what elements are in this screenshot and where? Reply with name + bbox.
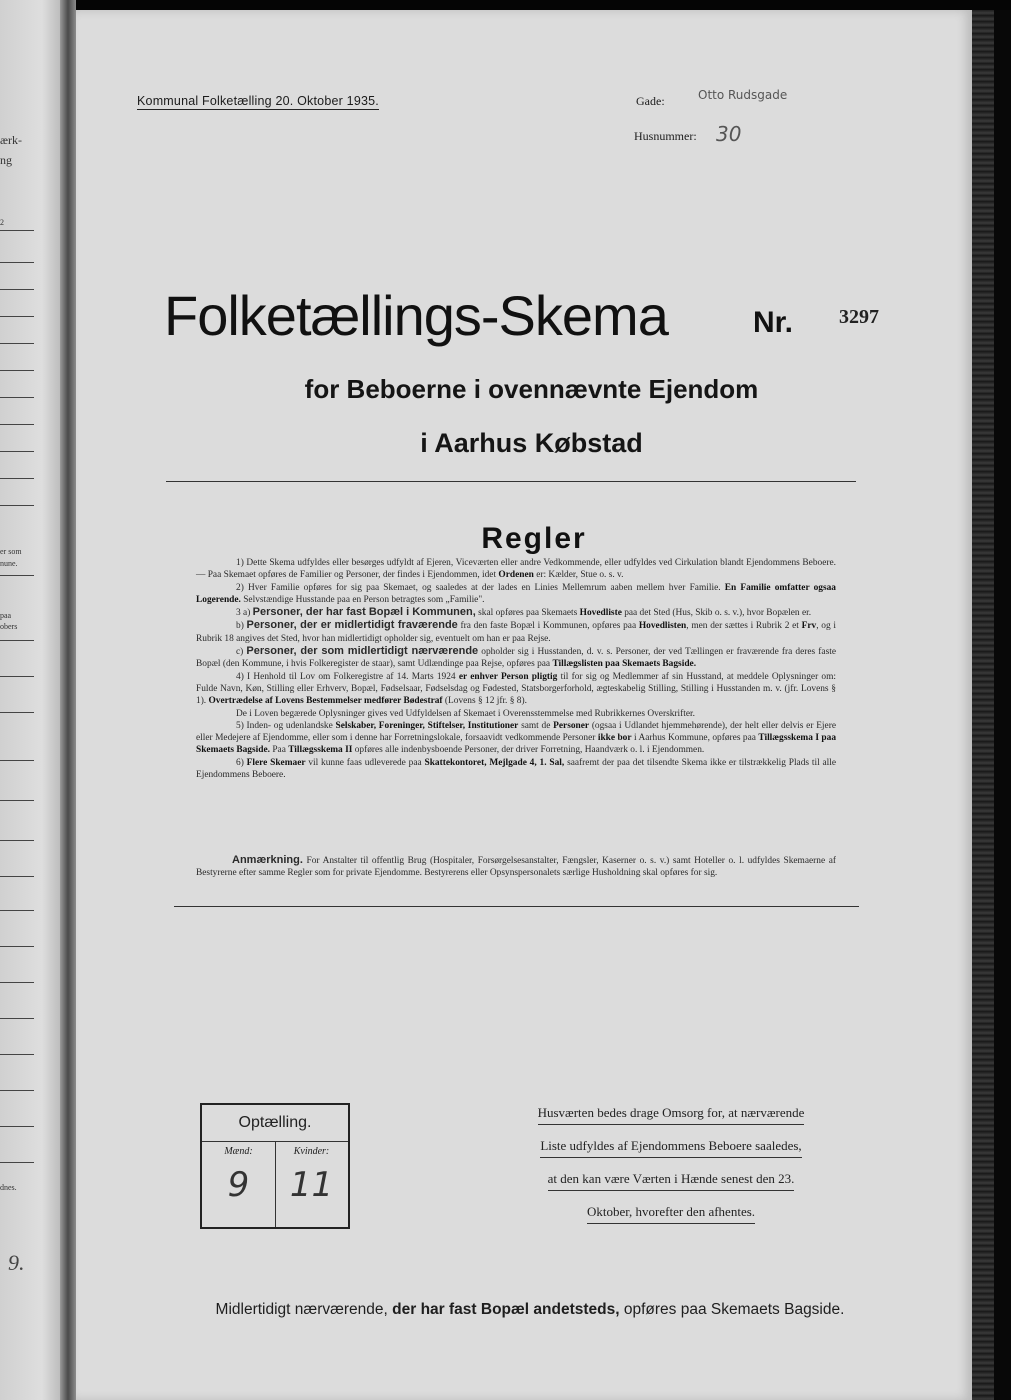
women-label: Kvinder: bbox=[293, 1146, 330, 1157]
left-fragment-text: ng bbox=[0, 153, 12, 167]
divider-bottom bbox=[174, 906, 859, 907]
rules-section bbox=[196, 557, 836, 781]
left-rule bbox=[0, 982, 34, 983]
rule-5: 5) Inden- og udenlandske Selskaber, Foreninger, Stiftelser, Institutioner samt de Personer (ogsaa i Udlandet hjemmehørende), der helt eller delvis er Ejere eller Medejere af Ejendomme, eller som i denne har Forretningslokale, forsaavidt vedkommende Personer ikke bor i Aarhus Kommune, opføres paa Tillægsskema I paa Skemaets Bagside. Paa Tillægsskema II opføres alle indenbysboende Personer, der driver Forretning, Haandværk o. l. i Ejendommen. bbox=[196, 720, 837, 756]
notice-line: Oktober, hvorefter den afhentes. bbox=[587, 1202, 755, 1224]
left-rule bbox=[0, 840, 34, 841]
divider-top bbox=[166, 481, 856, 482]
left-rule bbox=[0, 640, 34, 641]
count-women-column bbox=[275, 1141, 348, 1227]
left-rule bbox=[0, 505, 34, 506]
rule-4-note: De i Loven begærede Oplysninger gives ved Udfyldelsen af Skemaet i Overensstemmelse med Rubrikkernes Overskrifter. bbox=[236, 708, 695, 719]
notice-line: at den kan være Værten i Hænde senest den 23. bbox=[548, 1169, 795, 1191]
left-fragment-text: paa bbox=[0, 611, 12, 620]
left-rule bbox=[0, 370, 34, 371]
rule-1: 1) Dette Skema udfyldes eller besørges udfyldt af Ejeren, Viceværten eller andre Vedkommende, eller udfyldes ved Cirkulation blandt Ejendommens Beboere. — Paa Skemaet opføres de Familier og Personer, der findes i Ejendommen, idet Ordenen er: Kælder, Stue o. s. v. bbox=[196, 558, 836, 581]
form-subtitle-city: i Aarhus Købstad bbox=[420, 428, 643, 458]
rule-4: 4) I Henhold til Lov om Folkeregistre af 14. Marts 1924 er enhver Person pligtig til for sig og Medlemmer af sin Husstand, at meddele Oplysninger om: Fulde Navn, Køn, Stilling eller Erhverv, Bopæl, Fødselsaar, Fødselsdag og Fødested, Statsborgerforhold, ægteskabelig Stilling, Stilling i Husstanden m. v. (jfr. Lovens § 1). Overtrædelse af Lovens Bestemmelser medfører Bødestraf (Lovens § 12 jfr. § 8). bbox=[196, 671, 837, 707]
men-count: 9 bbox=[227, 1165, 250, 1205]
left-rule bbox=[0, 230, 34, 231]
census-form-page bbox=[76, 10, 972, 1400]
left-rule bbox=[0, 451, 34, 452]
left-rule bbox=[0, 424, 34, 425]
left-rule bbox=[0, 1126, 34, 1127]
remark-text: For Anstalter til offentlig Brug (Hospitaler, Forsørgelsesanstalter, Fængsler, Kaserner o. s. v.) samt Hoteller o. l. udfyldes Skemaerne af Bestyrerne efter samme Regler som for private Ejendomme. Bestyrerens eller Opsynspersonalets særlige Husholdning skal opføres for sig. bbox=[196, 856, 837, 879]
left-rule bbox=[0, 800, 34, 801]
form-number-label: Nr. bbox=[753, 306, 794, 339]
left-rule bbox=[0, 575, 34, 576]
form-subtitle-residents: for Beboerne i ovennævnte Ejendom bbox=[304, 374, 759, 404]
rule-3c: c) Personer, der som midlertidigt nærværende opholder sig i Husstanden, d. v. s. Personer, der ved Tællingen er fraværende fra deres faste Bopæl (den Kommune, i hvis Folkeregister de staar), samt Udlændinge paa Rejse, opføres paa Tillægslisten paa Skemaets Bagside. bbox=[196, 645, 837, 670]
left-rule bbox=[0, 316, 34, 317]
house-number-value: 30 bbox=[716, 122, 742, 146]
form-main-title: Folketællings-Skema bbox=[164, 284, 668, 347]
book-gutter bbox=[60, 0, 76, 1400]
count-box bbox=[200, 1103, 350, 1229]
left-rule bbox=[0, 1054, 34, 1055]
count-men-column bbox=[202, 1141, 276, 1227]
left-page-fragment bbox=[0, 0, 60, 1400]
book-binding bbox=[972, 10, 994, 1400]
binding-edge bbox=[994, 10, 1011, 1400]
house-number-label: Husnummer: bbox=[634, 129, 697, 143]
left-rule bbox=[0, 760, 34, 761]
footer-note: Midlertidigt nærværende, der har fast Bopæl andetsteds, opføres paa Skemaets Bagside. bbox=[215, 1301, 845, 1318]
rule-6: 6) Flere Skemaer vil kunne faas udleverede paa Skattekontoret, Mejlgade 4, 1. Sal, saafremt der paa det tilsendte Skema ikke er tilstrækkelig Plads til alle Ejendommens Beboere. bbox=[196, 757, 837, 781]
census-header-title: Kommunal Folketælling 20. Oktober 1935. bbox=[137, 94, 379, 108]
left-rule bbox=[0, 343, 34, 344]
women-count: 11 bbox=[289, 1165, 334, 1205]
left-rule bbox=[0, 910, 34, 911]
left-rule bbox=[0, 289, 34, 290]
left-rule bbox=[0, 397, 34, 398]
left-rule bbox=[0, 946, 34, 947]
left-fragment-text: dnes. bbox=[0, 1183, 17, 1192]
left-handwritten-number: 9. bbox=[8, 1250, 25, 1275]
street-value: Otto Rudsgade bbox=[698, 88, 788, 102]
left-fragment-text: 2 bbox=[0, 218, 4, 227]
street-label: Gade: bbox=[636, 94, 665, 108]
notice-line: Liste udfyldes af Ejendommens Beboere saaledes, bbox=[540, 1136, 801, 1158]
left-rule bbox=[0, 676, 34, 677]
left-fragment-text: nune. bbox=[0, 559, 18, 568]
notice-line: Husværten bedes drage Omsorg for, at nærværende bbox=[538, 1103, 805, 1125]
left-rule bbox=[0, 712, 34, 713]
men-label: Mænd: bbox=[224, 1146, 253, 1157]
left-fragment-text: obers bbox=[0, 622, 18, 631]
rule-3a: 3 a) Personer, der har fast Bopæl i Kommunen, skal opføres paa Skemaets Hovedliste paa det Sted (Hus, Skib o. s. v.), hvor Bopælen er. bbox=[236, 606, 812, 619]
count-box-title: Optælling. bbox=[202, 1105, 348, 1142]
remark-lead: Anmærkning. bbox=[232, 854, 303, 866]
left-rule bbox=[0, 1162, 34, 1163]
left-rule bbox=[0, 1018, 34, 1019]
remark-section bbox=[196, 854, 836, 880]
rules-heading: Regler bbox=[481, 522, 587, 555]
left-rule bbox=[0, 262, 34, 263]
rule-3b: b) Personer, der er midlertidigt fraværende fra den faste Bopæl i Kommunen, opføres paa Hovedlisten, men der sættes i Rubrik 2 et Frv, og i Rubrik 18 angives det Sted, hvor han midlertidigt opholder sig, eventuelt om han er paa Rejse. bbox=[196, 619, 837, 644]
left-rule bbox=[0, 478, 34, 479]
landlord-notice bbox=[501, 1096, 841, 1228]
left-fragment-text: ærk- bbox=[0, 133, 22, 147]
left-rule bbox=[0, 876, 34, 877]
rule-2: 2) Hver Familie opføres for sig paa Skemaet, og saaledes at der lades en Linies Mellemrum aaben mellem hver Familie. En Familie omfatter ogsaa Logerende. Selvstændige Husstande paa en Person betragtes som „Familie". bbox=[196, 582, 836, 605]
left-fragment-text: er som bbox=[0, 547, 22, 556]
form-number-value: 3297 bbox=[839, 306, 879, 328]
left-rule bbox=[0, 1090, 34, 1091]
